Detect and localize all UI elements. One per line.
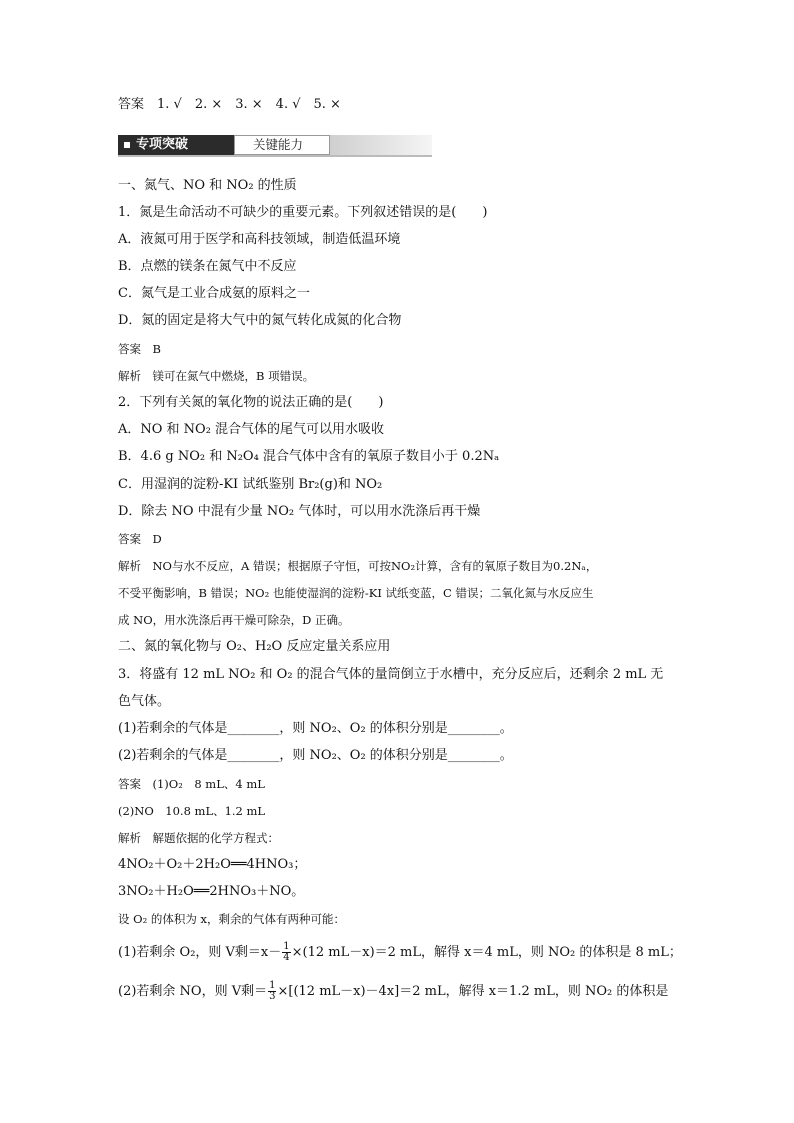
banner-underline: [118, 155, 432, 157]
fraction-numerator: 1: [269, 980, 276, 991]
q3-assumption: 设 O₂ 的体积为 x，剩余的气体有两种可能：: [118, 912, 345, 926]
equation-2: 3NO₂＋H₂O══2HNO₃＋NO。: [118, 884, 305, 899]
q2-analysis-1: 解析 NO与水不反应，A 错误；根据原子守恒，可按NO₂计算，含有的氧原子数目为0.2Nₐ，: [118, 559, 598, 573]
q3-answer-1: 答案 (1)O₂ 8 mL、4 mL: [118, 777, 265, 791]
case-2-post: ×[(12 mL－x)－4x]＝2 mL，解得 x＝1.2 mL，则 NO₂ 的体积是: [277, 984, 669, 999]
q1-analysis: 解析 镁可在氮气中燃烧，B 项错误。: [118, 369, 315, 383]
case-1-pre: (1)若剩余 O₂，则 V剩＝x－: [118, 945, 282, 960]
banner-fade: [330, 135, 432, 155]
q2-stem: 2．下列有关氮的氧化物的说法正确的是( ): [118, 395, 384, 410]
fraction-one-quarter: [282, 942, 290, 963]
case-1-line: [118, 942, 682, 963]
fraction-numerator: 1: [283, 941, 290, 952]
square-icon: [124, 142, 130, 148]
q1-stem: 1．氮是生命活动不可缺少的重要元素。下列叙述错误的是( ): [118, 205, 488, 220]
q2-option-c: C．用湿润的淀粉-KI 试纸鉴别 Br₂(g)和 NO₂: [118, 477, 383, 492]
fraction-denominator: 3: [269, 991, 276, 1002]
q2-answer: 答案 D: [118, 532, 162, 546]
prev-answer-line: 答案 1. √ 2. × 3. × 4. √ 5. ×: [118, 97, 341, 112]
banner-left-label: 专项突破: [136, 137, 189, 152]
q1-option-d: D．氮的固定是将大气中的氮气转化成氮的化合物: [118, 313, 402, 328]
q2-option-d: D．除去 NO 中混有少量 NO₂ 气体时，可以用水洗涤后再干燥: [118, 504, 481, 519]
q3-sub1: (1)若剩余的气体是________，则 NO₂、O₂ 的体积分别是________。: [118, 721, 513, 736]
q2-option-b: B．4.6 g NO₂ 和 N₂O₄ 混合气体中含有的氧原子数目小于 0.2Nₐ: [118, 449, 500, 464]
banner-right: [234, 135, 330, 155]
section2-title: 二、氮的氧化物与 O₂、H₂O 反应定量关系应用: [118, 639, 391, 654]
q1-option-a: A．液氮可用于医学和高科技领域，制造低温环境: [118, 232, 401, 247]
q3-sub2: (2)若剩余的气体是________，则 NO₂、O₂ 的体积分别是________。: [118, 748, 513, 763]
fraction-denominator: 4: [283, 952, 290, 963]
q3-stem-2: 色气体。: [118, 694, 171, 709]
q1-option-b: B．点燃的镁条在氮气中不反应: [118, 259, 297, 274]
q3-analysis-intro: 解析 解题依据的化学方程式：: [118, 831, 279, 845]
q2-analysis-2: 不受平衡影响，B 错误；NO₂ 也能使湿润的淀粉-KI 试纸变蓝，C 错误；二氧化氮与水反应生: [118, 586, 594, 600]
equation-1: 4NO₂＋O₂＋2H₂O══4HNO₃；: [118, 857, 307, 872]
q1-option-c: C．氮气是工业合成氨的原料之一: [118, 286, 310, 301]
q2-option-a: A．NO 和 NO₂ 混合气体的尾气可以用水吸收: [118, 422, 385, 437]
case-2-line: [118, 981, 668, 1002]
section-banner: [118, 135, 432, 157]
banner-left: [118, 135, 234, 155]
q1-answer: 答案 B: [118, 342, 161, 356]
banner-right-label: 关键能力: [253, 137, 304, 152]
q3-answer-2: (2)NO 10.8 mL、1.2 mL: [118, 804, 266, 818]
q2-analysis-3: 成 NO，用水洗涤后再干燥可除杂，D 正确。: [118, 613, 350, 627]
case-2-pre: (2)若剩余 NO，则 V剩＝: [118, 984, 268, 999]
q3-stem-1: 3．将盛有 12 mL NO₂ 和 O₂ 的混合气体的量筒倒立于水槽中，充分反应后，还剩余 2 mL 无: [118, 667, 664, 682]
case-1-post: ×(12 mL－x)＝2 mL，解得 x＝4 mL，则 NO₂ 的体积是 8 mL；: [291, 945, 682, 960]
fraction-one-third: [268, 981, 276, 1002]
section1-title: 一、氮气、NO 和 NO₂ 的性质: [118, 178, 297, 193]
